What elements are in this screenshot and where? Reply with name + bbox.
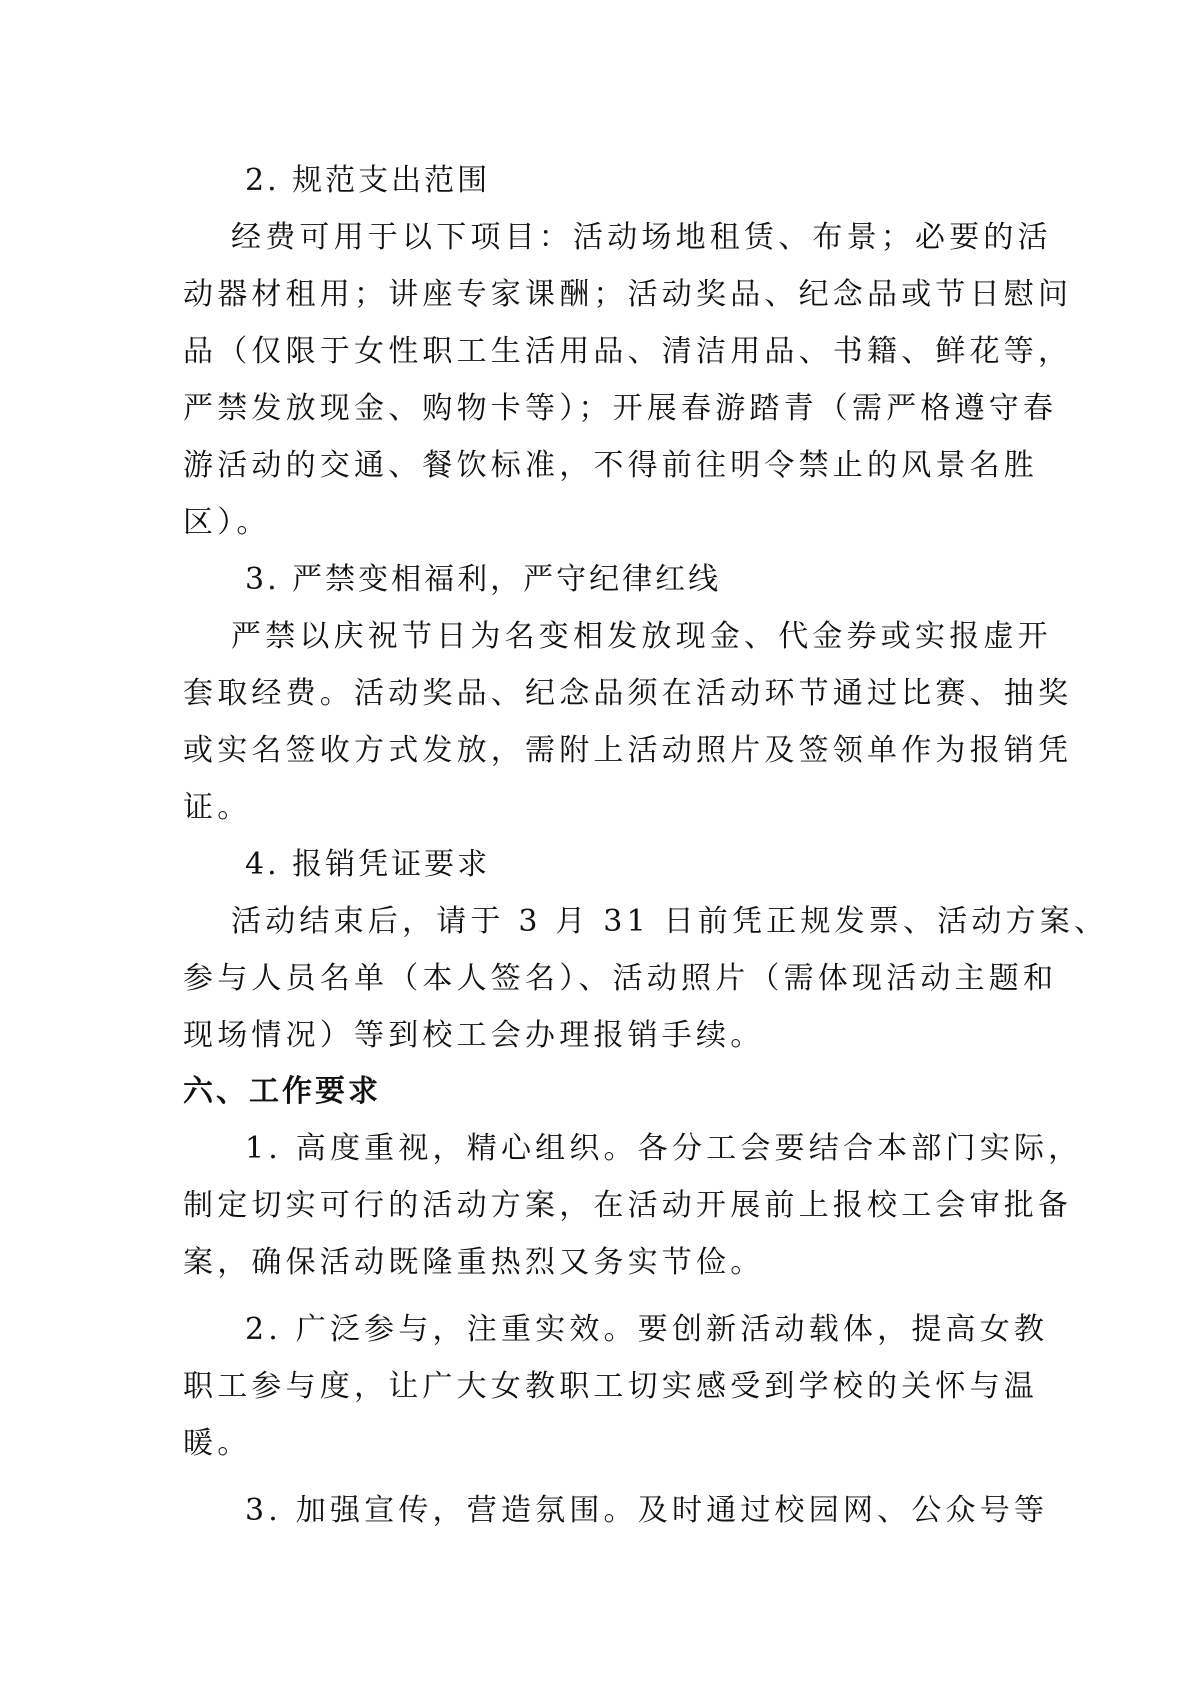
subsection-3-title: 3. 严禁变相福利，严守纪律红线	[245, 562, 722, 597]
paragraph-line: 严禁发放现金、购物卡等）；开展春游踏青（需严格遵守春	[183, 391, 1058, 426]
subsection-2-title: 2. 规范支出范围	[245, 163, 491, 198]
paragraph-line: 严禁以庆祝节日为名变相发放现金、代金券或实报虚开	[231, 619, 1052, 654]
paragraph-line: 证。	[183, 790, 252, 825]
paragraph-line: 制定切实可行的活动方案，在活动开展前上报校工会审批备	[183, 1188, 1073, 1223]
paragraph-line: 活动结束后，请于 3 月 31 日前凭正规发票、活动方案、	[231, 904, 1109, 939]
paragraph-line: 或实名签收方式发放，需附上活动照片及签领单作为报销凭	[183, 733, 1073, 768]
paragraph-line: 经费可用于以下项目：活动场地租赁、布景；必要的活	[231, 220, 1052, 255]
section-6-title: 六、工作要求	[183, 1074, 381, 1109]
paragraph-line: 游活动的交通、餐饮标准，不得前往明令禁止的风景名胜	[183, 448, 1038, 483]
subsection-4-title: 4. 报销凭证要求	[245, 847, 491, 882]
requirement-item-2: 2. 广泛参与，注重实效。要创新活动载体，提高女教	[245, 1312, 1049, 1347]
document-body	[183, 152, 1109, 1539]
paragraph-line: 参与人员名单（本人签名）、活动照片（需体现活动主题和	[183, 961, 1058, 996]
requirement-item-1: 1. 高度重视，精心组织。各分工会要结合本部门实际，	[245, 1131, 1083, 1166]
paragraph-line: 区）。	[183, 505, 271, 540]
paragraph-line: 品（仅限于女性职工生活用品、清洁用品、书籍、鲜花等，	[183, 334, 1073, 369]
paragraph-line: 套取经费。活动奖品、纪念品须在活动环节通过比赛、抽奖	[183, 676, 1073, 711]
paragraph-line: 案，确保活动既隆重热烈又务实节俭。	[183, 1245, 765, 1280]
paragraph-line: 职工参与度，让广大女教职工切实感受到学校的关怀与温	[183, 1369, 1038, 1404]
paragraph-line: 暖。	[183, 1426, 252, 1461]
paragraph-gap	[183, 1472, 1013, 1482]
paragraph-gap	[183, 1291, 1013, 1301]
paragraph-line: 现场情况）等到校工会办理报销手续。	[183, 1018, 765, 1053]
paragraph-line: 动器材租用；讲座专家课酬；活动奖品、纪念品或节日慰问	[183, 277, 1073, 312]
requirement-item-3: 3. 加强宣传，营造氛围。及时通过校园网、公众号等	[245, 1493, 1049, 1528]
